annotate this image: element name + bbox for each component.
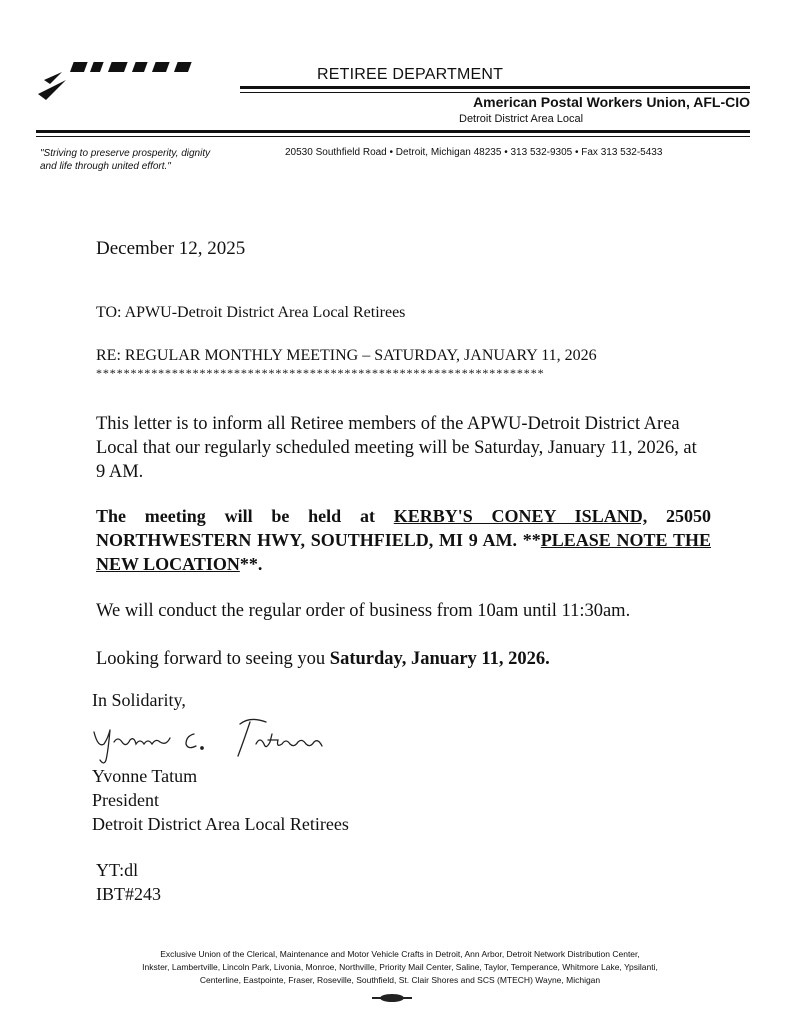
union-bug-icon xyxy=(368,993,416,1003)
local-name: Detroit District Area Local xyxy=(459,113,584,125)
footer-line-2: Inkster, Lambertville, Lincoln Park, Livonia, Monroe, Northville, Priority Mail Center, Saline, Taylor, Temperance, Whitmore Lake, Ypsilanti, xyxy=(142,962,658,972)
footer-line-1: Exclusive Union of the Clerical, Maintenance and Motor Vehicle Crafts in Detroit, Ann Arbor, Detroit Network Distribution Center, xyxy=(160,949,640,959)
typist-initials: YT:dl xyxy=(96,860,139,880)
motto-line-2: and life through united effort." xyxy=(40,161,171,172)
apwu-logo xyxy=(36,50,236,130)
venue-address: 25050 NORTHWESTERN HWY, SOUTHFIELD, MI 9 AM. ** xyxy=(96,506,711,550)
letterhead-divider-thin xyxy=(36,136,750,137)
new-location-note: PLEASE NOTE THE NEW LOCATION xyxy=(96,530,711,574)
signer-title: President xyxy=(92,790,159,810)
handwritten-signature xyxy=(90,714,340,766)
header-rule xyxy=(240,86,750,89)
motto-line-1: "Striving to preserve prosperity, dignity xyxy=(40,148,211,159)
location-end: **. xyxy=(239,554,263,574)
location-intro: The meeting will be held at xyxy=(96,506,394,526)
motto xyxy=(40,147,280,173)
union-name: American Postal Workers Union, AFL-CIO xyxy=(473,94,750,110)
to-line: TO: APWU-Detroit District Area Local Retirees xyxy=(96,304,406,321)
letter-date: December 12, 2025 xyxy=(96,238,246,259)
reference-number: IBT#243 xyxy=(96,884,161,904)
closing-date: Saturday, January 11, 2026. xyxy=(329,649,550,669)
separator-stars: ***************************************************************** xyxy=(96,366,545,380)
closing-paragraph xyxy=(96,649,550,670)
address-line: 20530 Southfield Road • Detroit, Michigan 48235 • 313 532-9305 • Fax 313 532-5433 xyxy=(285,147,663,158)
header-rule-thin xyxy=(240,92,750,93)
location-paragraph xyxy=(96,504,711,576)
letterhead-divider xyxy=(36,130,750,133)
footer-line-3: Centerline, Eastpointe, Fraser, Roseville, Southfield, St. Clair Shores and SCS (MTECH) Wayne, Michigan xyxy=(199,975,601,985)
signer-organization: Detroit District Area Local Retirees xyxy=(92,814,349,834)
closing-text: Looking forward to seeing you xyxy=(96,649,330,669)
intro-paragraph: This letter is to inform all Retiree members of the APWU-Detroit District Area Local that our regularly scheduled meeting will be Saturday, January 11, 2026, at 9 AM. xyxy=(96,414,697,482)
venue-name: KERBY'S CONEY ISLAND, xyxy=(393,506,648,526)
re-line: RE: REGULAR MONTHLY MEETING – SATURDAY, JANUARY 11, 2026 xyxy=(96,347,597,364)
business-paragraph: We will conduct the regular order of business from 10am until 11:30am. xyxy=(96,601,631,621)
department-title: RETIREE DEPARTMENT xyxy=(317,66,504,83)
salutation: In Solidarity, xyxy=(92,690,186,710)
footer xyxy=(80,948,720,987)
signer-name: Yvonne Tatum xyxy=(92,766,198,786)
